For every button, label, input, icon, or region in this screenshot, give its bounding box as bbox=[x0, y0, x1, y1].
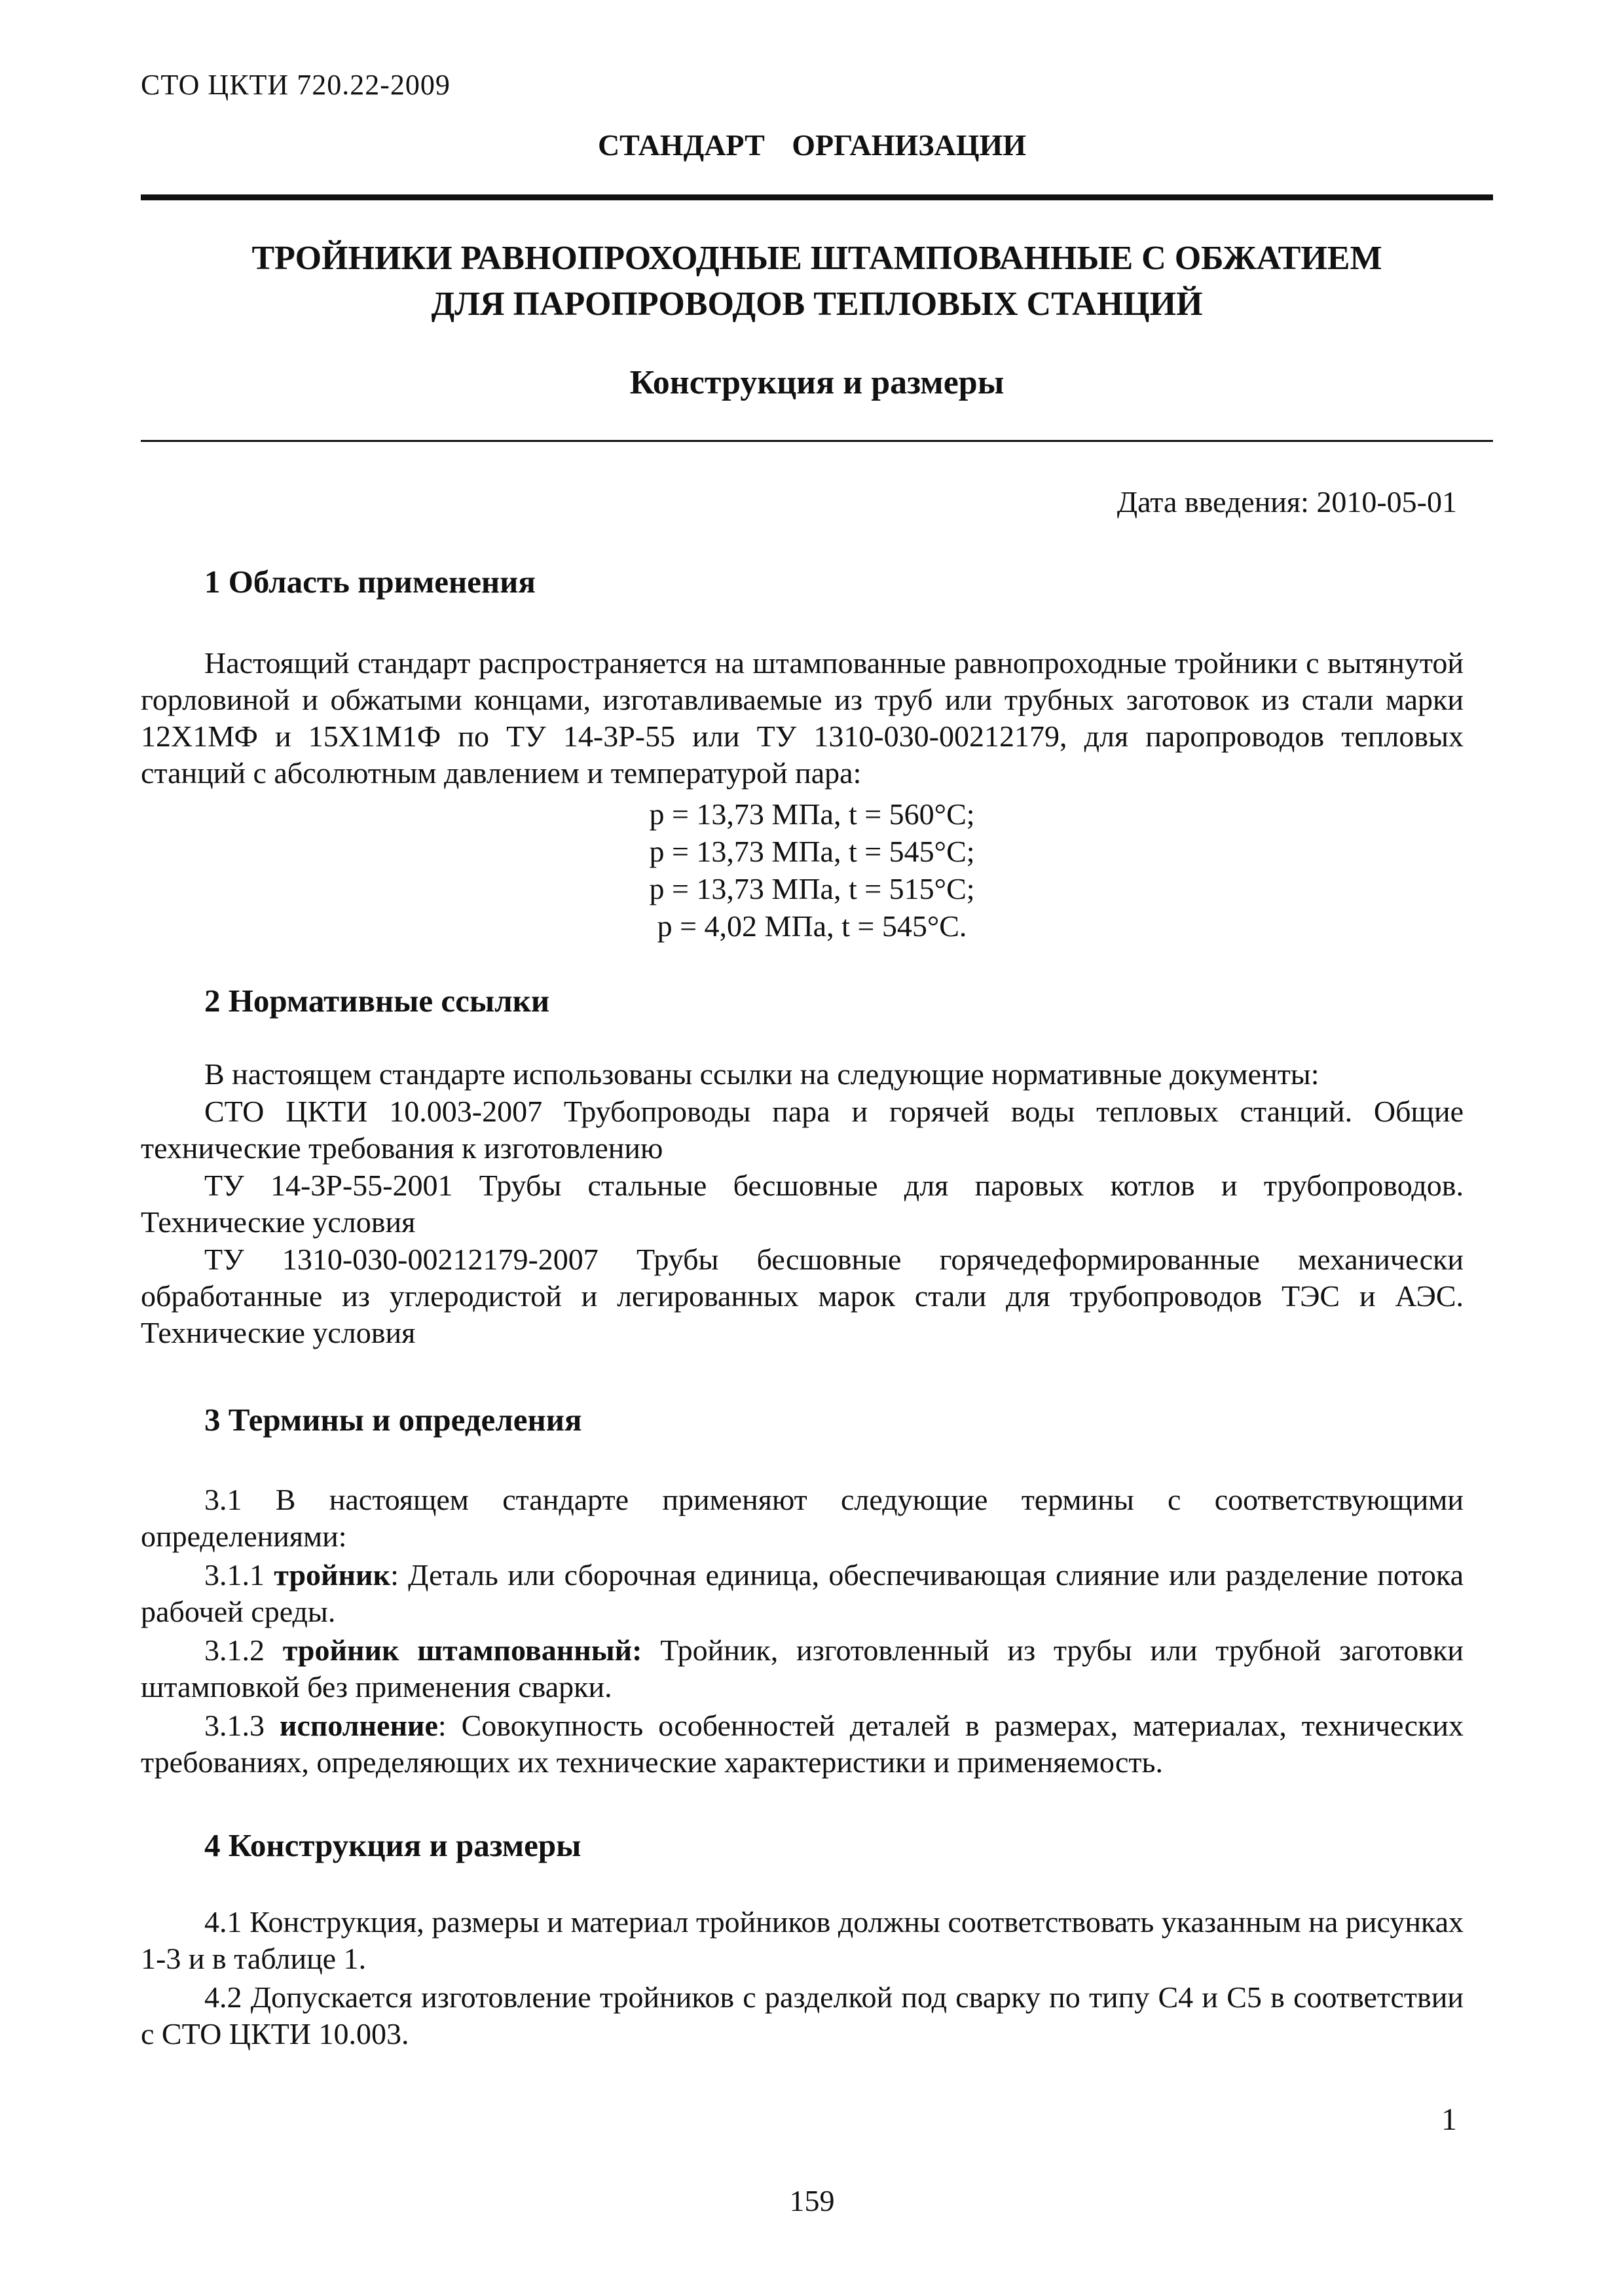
term-text: : Совокупность особенностей деталей в размерах, материалах, технических требованиях, определяющих их технические характеристики и применяемость. bbox=[141, 1709, 1464, 1779]
page-number-outer: 159 bbox=[789, 2184, 835, 2217]
term-word: исполнение bbox=[279, 1709, 438, 1742]
document-title bbox=[141, 236, 1493, 327]
section-3-heading: 3 Термины и определения bbox=[204, 1402, 582, 1438]
reference-item: СТО ЦКТИ 10.003-2007 Трубопроводы пара и горячей воды тепловых станций. Общие технические требования к изготовлению bbox=[141, 1095, 1464, 1165]
section-2-heading: 2 Нормативные ссылки bbox=[204, 983, 550, 1019]
thick-divider bbox=[141, 194, 1493, 200]
term-word: тройник штампованный: bbox=[282, 1633, 642, 1667]
document-code: СТО ЦКТИ 720.22-2009 bbox=[141, 69, 451, 101]
page-number-inner: 1 bbox=[1441, 2102, 1457, 2137]
title-line-1: ТРОЙНИКИ РАВНОПРОХОДНЫЕ ШТАМПОВАННЫЕ С ОБЖАТИЕМ bbox=[251, 240, 1382, 277]
formula-line: р = 13,73 МПа, t = 560°С; bbox=[649, 797, 975, 831]
section-1-heading: 1 Область применения bbox=[204, 564, 536, 600]
term-number: 3.1.3 bbox=[204, 1709, 265, 1742]
section-4-heading: 4 Конструкция и размеры bbox=[204, 1827, 581, 1863]
formula-line: р = 13,73 МПа, t = 515°С; bbox=[649, 872, 975, 905]
section-4-paragraph: 4.1 Конструкция, размеры и материал тройников должны соответствовать указанным на рисунках 1-3 и в таблице 1. bbox=[141, 1905, 1464, 1975]
introduction-date: Дата введения: 2010-05-01 bbox=[1116, 485, 1457, 519]
term-text: : Деталь или сборочная единица, обеспечивающая слияние или разделение потока рабочей среды. bbox=[141, 1558, 1464, 1628]
term-text: Тройник, изготовленный из трубы или трубной заготовки штамповкой без применения сварки. bbox=[141, 1633, 1464, 1704]
term-definition bbox=[141, 1632, 1464, 1705]
term-definition bbox=[141, 1707, 1464, 1781]
section-4-paragraph: 4.2 Допускается изготовление тройников с разделкой под сварку по типу С4 и С5 в соответствии с СТО ЦКТИ 10.003. bbox=[141, 1980, 1464, 2050]
section-1-paragraph: Настоящий стандарт распространяется на штампованные равнопроходные тройники с вытянутой горловиной и обжатыми концами, изготавливаемые из труб или трубных заготовок из стали марки 12Х1МФ и 15Х1М1Ф по ТУ 14-3Р-55 или ТУ 1310-030-00212179, для паропроводов тепловых станций с абсолютным давлением и температурой пара: bbox=[141, 646, 1464, 790]
section-3-intro: 3.1 В настоящем стандарте применяют следующие термины с соответствующими определениями: bbox=[141, 1483, 1464, 1553]
term-number: 3.1.1 bbox=[204, 1558, 265, 1592]
formula-list bbox=[0, 795, 1624, 945]
thin-divider bbox=[141, 440, 1493, 442]
formula-line: р = 13,73 МПа, t = 545°С; bbox=[649, 835, 975, 868]
reference-item: ТУ 14-3Р-55-2001 Трубы стальные бесшовные для паровых котлов и трубопроводов. Технические условия bbox=[141, 1169, 1464, 1239]
term-number: 3.1.2 bbox=[204, 1633, 265, 1667]
formula-line: р = 4,02 МПа, t = 545°С. bbox=[657, 909, 967, 943]
organization-heading: СТАНДАРТ ОРГАНИЗАЦИИ bbox=[597, 128, 1027, 162]
title-line-2: ДЛЯ ПАРОПРОВОДОВ ТЕПЛОВЫХ СТАНЦИЙ bbox=[431, 285, 1203, 323]
document-subtitle: Конструкция и размеры bbox=[629, 364, 1005, 401]
reference-item: ТУ 1310-030-00212179-2007 Трубы бесшовные горячедеформированные механически обработанные из углеродистой и легированных марок стали для трубопроводов ТЭС и АЭС. Технические условия bbox=[141, 1243, 1464, 1349]
term-word: тройник bbox=[274, 1558, 391, 1592]
section-2-intro: В настоящем стандарте использованы ссылки на следующие нормативные документы: bbox=[204, 1057, 1320, 1091]
term-definition bbox=[141, 1557, 1464, 1630]
